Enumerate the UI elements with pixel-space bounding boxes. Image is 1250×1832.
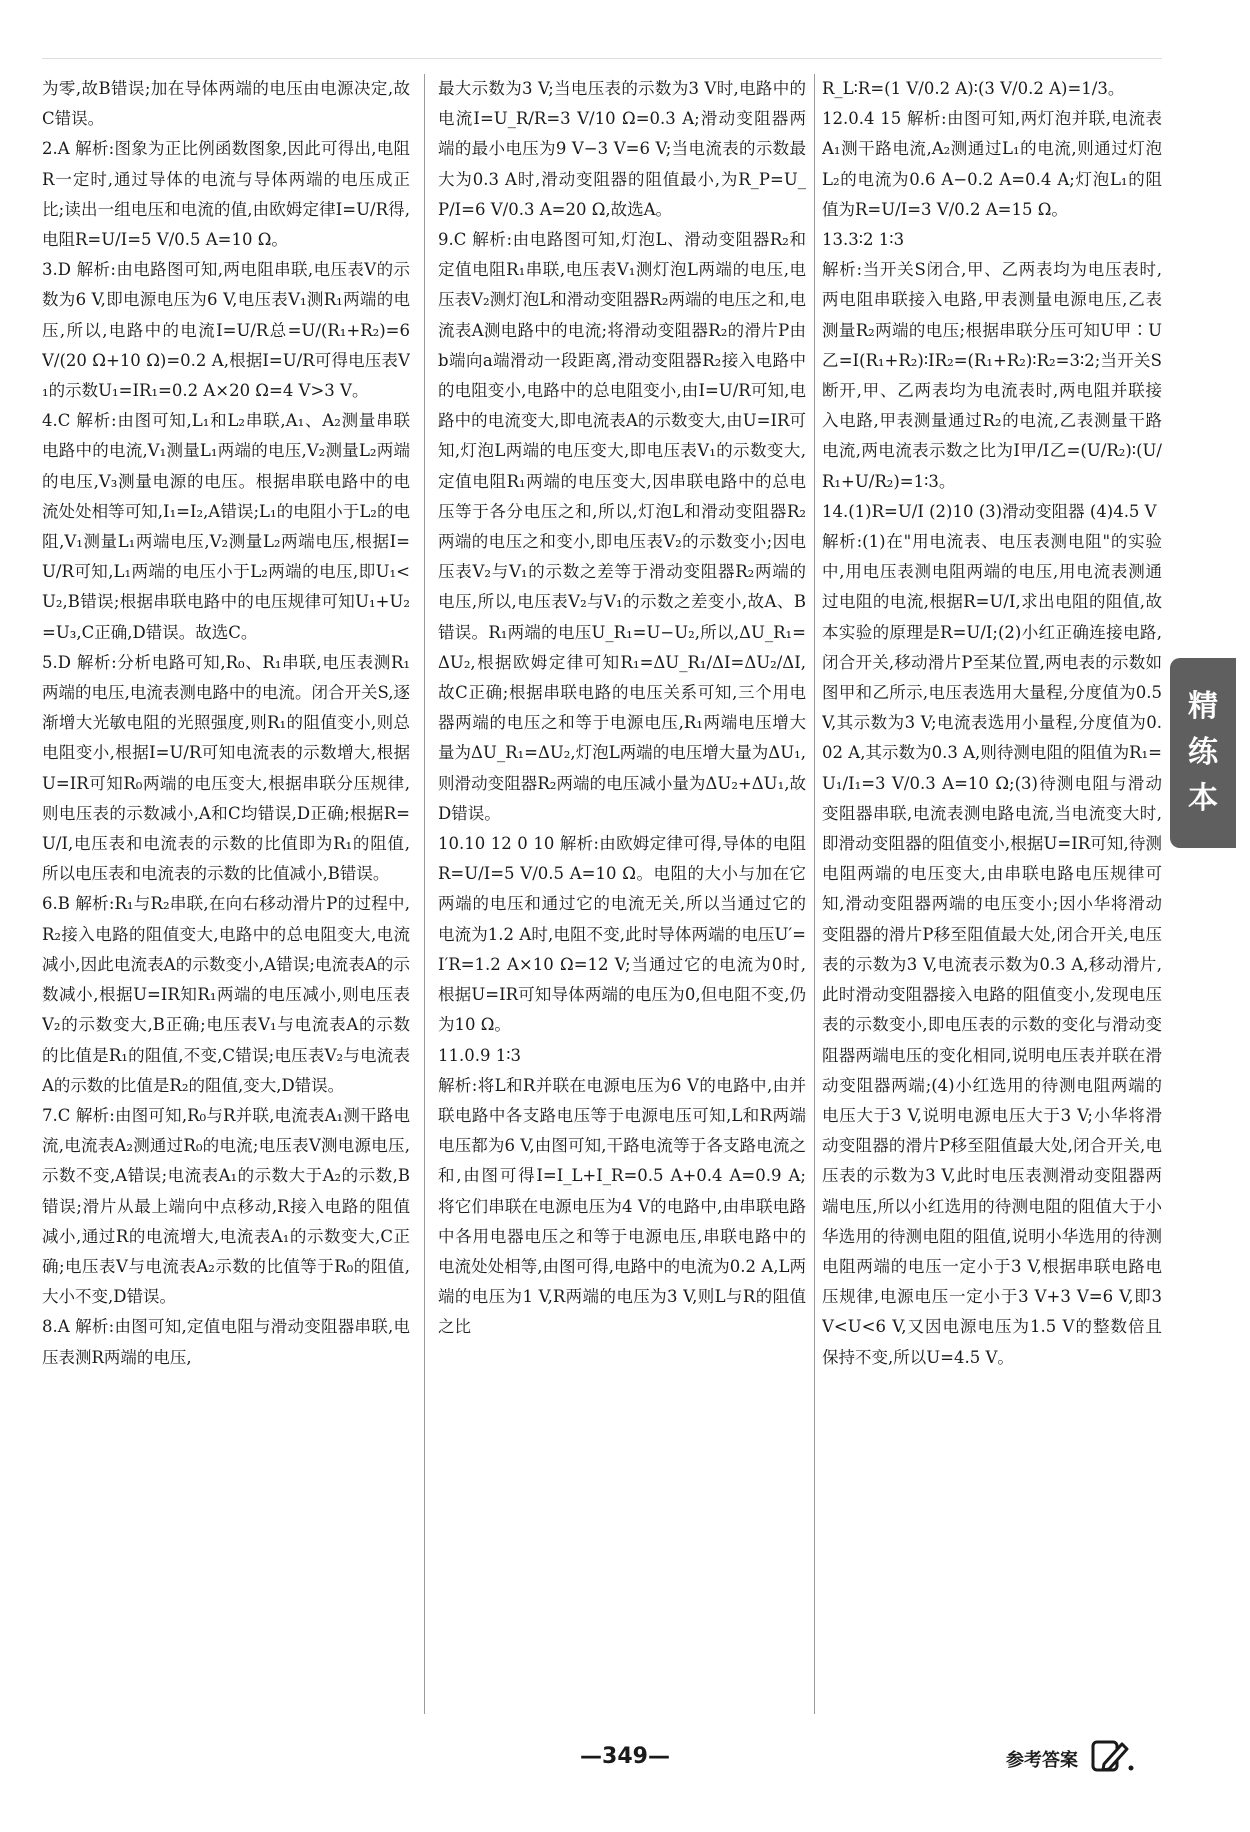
- answer-item: 为零,故B错误;加在导体两端的电压由电源决定,故C错误。: [42, 79, 410, 129]
- side-tab-char: 本: [1188, 781, 1218, 816]
- answer-column-2: [438, 74, 806, 1734]
- answer-item: 14.(1)R=U/I (2)10 (3)滑动变阻器 (4)4.5 V: [822, 501, 1157, 521]
- answer-item: 7.C 解析:由图可知,R₀与R并联,电流表A₁测干路电流,电流表A₂测通过R₀的电流;电压表V测电源电压,示数不变,A错误;电流表A₁的示数大于A₂的示数,B错误;滑片从最上端向中点移动,R接入电路的阻值减小,通过R的电流增大,电流表A₁的示数变大,C正确;电压表V与电流表A₂示数的比值等于R₀的阻值,大小不变,D错误。: [42, 1105, 410, 1307]
- answer-item: 解析:(1)在"用电流表、电压表测电阻"的实验中,用电压表测电阻两端的电压,用电流表测通过电阻的电流,根据R=U/I,求出电阻的阻值,故本实验的原理是R=U/I;(2)小红正确连接电路,闭合开关,移动滑片P至某位置,两电表的示数如图甲和乙所示,电压表选用大量程,分度值为0.5 V,其示数为3 V;电流表选用小量程,分度值为0.02 A,其示数为0.3 A,则待测电阻的阻值为R₁=U₁/I₁=3 V/0.3 A=10 Ω;(3)待测电阻与滑动变阻器串联,电流表测电路电流,当电流变大时,即滑动变阻器的阻值变小,根据U=IR可知,待测电阻两端的电压变大,由串联电路电压规律可知,滑动变阻器两端的电压变小;因小华将滑动变阻器的滑片P移至阻值最大处,闭合开关,电压表的示数为3 V,电流表示数为0.3 A,移动滑片,此时滑动变阻器接入电路的阻值变小,发现电压表的示数变小,即电压表的示数的变化与滑动变阻器两端电压的变化相同,说明电压表并联在滑动变阻器两端;(4)小红选用的待测电阻两端的电压大于3 V,说明电源电压大于3 V;小华将滑动变阻器的滑片P移至阻值最大处,闭合开关,电压表的示数为3 V,此时电压表测滑动变阻器两端电压,所以小红选用的待测电阻的阻值大于小华选用的待测电阻的阻值,说明小华选用的待测电阻两端的电压一定小于3 V,根据串联电路电压规律,电源电压一定小于3 V+3 V=6 V,即3 V<U<6 V,又因电源电压为1.5 V的整数倍且保持不变,所以U=4.5 V。: [822, 532, 1162, 1367]
- answer-item: 3.D 解析:由电路图可知,两电阻串联,电压表V的示数为6 V,即电源电压为6 V,电压表V₁测R₁两端的电压,所以,电路中的电流I=U/R总=U/(R₁+R₂)=6 V/(20 Ω+10 Ω)=0.2 A,根据I=U/R可得电压表V₁的示数U₁=IR₁=0.2 A×20 Ω=4 V>3 V。: [42, 260, 410, 401]
- answer-item: 最大示数为3 V;当电压表的示数为3 V时,电路中的电流I=U_R/R=3 V/10 Ω=0.3 A;滑动变阻器两端的最小电压为9 V−3 V=6 V;当电流表的示数最大为0.3 A时,滑动变阻器的阻值最小,为R_P=U_P/I=6 V/0.3 A=20 Ω,故选A。: [438, 79, 806, 219]
- answer-item: 5.D 解析:分析电路可知,R₀、R₁串联,电压表测R₁两端的电压,电流表测电路中的电流。闭合开关S,逐渐增大光敏电阻的光照强度,则R₁的阻值变小,则总电阻变小,根据I=U/R可知电流表的示数增大,根据U=IR可知R₀两端的电压变大,根据串联分压规律,则电压表的示数减小,A和C均错误,D正确;根据R=U/I,电压表和电流表的示数的比值即为R₁的阻值,所以电压表和电流表的示数的比值减小,B错误。: [42, 652, 410, 884]
- answer-item: 12.0.4 15 解析:由图可知,两灯泡并联,电流表A₁测干路电流,A₂测通过L₁的电流,则通过灯泡L₂的电流为0.6 A−0.2 A=0.4 A;灯泡L₁的阻值为R=U/I=3 V/0.2 A=15 Ω。: [822, 109, 1162, 219]
- answer-item: 13.3∶2 1∶3: [822, 230, 905, 250]
- header-rule: [42, 58, 1162, 59]
- answer-item: R_L∶R=(1 V/0.2 A)∶(3 V/0.2 A)=1/3。: [822, 79, 1125, 98]
- answer-item: 8.A 解析:由图可知,定值电阻与滑动变阻器串联,电压表测R两端的电压,: [42, 1317, 410, 1367]
- column-divider: [424, 74, 425, 1714]
- side-tab-char: 精: [1188, 689, 1218, 724]
- answer-item: 11.0.9 1∶3: [438, 1045, 522, 1065]
- pencil-note-icon: [1090, 1738, 1134, 1774]
- footer-label: 参考答案: [1006, 1750, 1078, 1771]
- column-divider: [814, 74, 815, 1714]
- section-side-tab: [1170, 658, 1236, 848]
- answer-item: 6.B 解析:R₁与R₂串联,在向右移动滑片P的过程中,R₂接入电路的阻值变大,电路中的总电阻变大,电流减小,因此电流表A的示数变小,A错误;电流表A的示数减小,根据U=IR知R₁两端的电压减小,则电压表V₂的示数变大,B正确;电压表V₁与电流表A的示数的比值是R₁的阻值,不变,C错误;电压表V₂与电流表A的示数的比值是R₂的阻值,变大,D错误。: [42, 894, 410, 1095]
- page-number: —349—: [580, 1744, 670, 1769]
- answer-item: 9.C 解析:由电路图可知,灯泡L、滑动变阻器R₂和定值电阻R₁串联,电压表V₁测灯泡L两端的电压,电压表V₂测灯泡L和滑动变阻器R₂两端的电压之和,电流表A测电路中的电流;将滑动变阻器R₂的滑片P由b端向a端滑动一段距离,滑动变阻器R₂接入电路中的电阻变小,电路中的总电阻变小,由I=U/R可知,电路中的电流变大,即电流表A的示数变大,由U=IR可知,灯泡L两端的电压变大,即电压表V₁的示数变大,定值电阻R₁两端的电压变大,因串联电路中的总电压等于各分电压之和,所以,灯泡L和滑动变阻器R₂两端的电压之和变小,即电压表V₂的示数变小;因电压表V₂与V₁的示数之差等于滑动变阻器R₂两端的电压,所以,电压表V₂与V₁的示数之差变小,故A、B错误。R₁两端的电压U_R₁=U−U₂,所以,ΔU_R₁=ΔU₂,根据欧姆定律可知R₁=ΔU_R₁/ΔI=ΔU₂/ΔI,故C正确;根据串联电路的电压关系可知,三个用电器两端的电压之和等于电源电压,R₁两端电压增大量为ΔU_R₁=ΔU₂,灯泡L两端的电压增大量为ΔU₁,则滑动变阻器R₂两端的电压减小量为ΔU₂+ΔU₁,故D错误。: [438, 230, 806, 823]
- answer-item: 4.C 解析:由图可知,L₁和L₂串联,A₁、A₂测量串联电路中的电流,V₁测量L₁两端的电压,V₂测量L₂两端的电压,V₃测量电源的电压。根据串联电路中的电流处处相等可知,I₁=I₂,A错误;L₁的电阻小于L₂的电阻,V₁测量L₁两端电压,V₂测量L₂两端电压,根据I=U/R可知,L₁两端的电压小于L₂两端的电压,即U₁<U₂,B错误;根据串联电路中的电压规律可知U₁+U₂=U₃,C正确,D错误。故选C。: [42, 411, 410, 642]
- answer-item: 解析:当开关S闭合,甲、乙两表均为电压表时,两电阻串联接入电路,甲表测量电源电压,乙表测量R₂两端的电压;根据串联分压可知U甲∶U乙=I(R₁+R₂)∶IR₂=(R₁+R₂)∶R₂=3∶2;当开关S断开,甲、乙两表均为电流表时,两电阻并联接入电路,甲表测量通过R₂的电流,乙表测量干路电流,两电流表示数之比为I甲/I乙=(U/R₂)∶(U/R₁+U/R₂)=1∶3。: [822, 260, 1162, 491]
- side-tab-char: 练: [1188, 735, 1218, 770]
- answer-column-3: [822, 74, 1162, 1734]
- answer-item: 2.A 解析:图象为正比例函数图象,因此可得出,电阻R一定时,通过导体的电流与导体两端的电压成正比;读出一组电压和电流的值,由欧姆定律I=U/R得,电阻R=U/I=5 V/0.5 A=10 Ω。: [42, 139, 410, 250]
- answer-item: 解析:将L和R并联在电源电压为6 V的电路中,由并联电路中各支路电压等于电源电压可知,L和R两端电压都为6 V,由图可知,干路电流等于各支路电流之和,由图可得I=I_L+I_R=0.5 A+0.4 A=0.9 A;将它们串联在电源电压为4 V的电路中,由串联电路中各用电器电压之和等于电源电压,串联电路中的电流处处相等,由图可得,电路中的电流为0.2 A,L两端的电压为1 V,R两端的电压为3 V,则L与R的阻值之比: [438, 1075, 806, 1337]
- answer-item: 10.10 12 0 10 解析:由欧姆定律可得,导体的电阻R=U/I=5 V/0.5 A=10 Ω。电阻的大小与加在它两端的电压和通过它的电流无关,所以当通过它的电流为1.2 A时,电阻不变,此时导体两端的电压U′=I′R=1.2 A×10 Ω=12 V;当通过它的电流为0时,根据U=IR可知导体两端的电压为0,但电阻不变,仍为10 Ω。: [438, 834, 806, 1035]
- answer-column-1: [42, 74, 410, 1734]
